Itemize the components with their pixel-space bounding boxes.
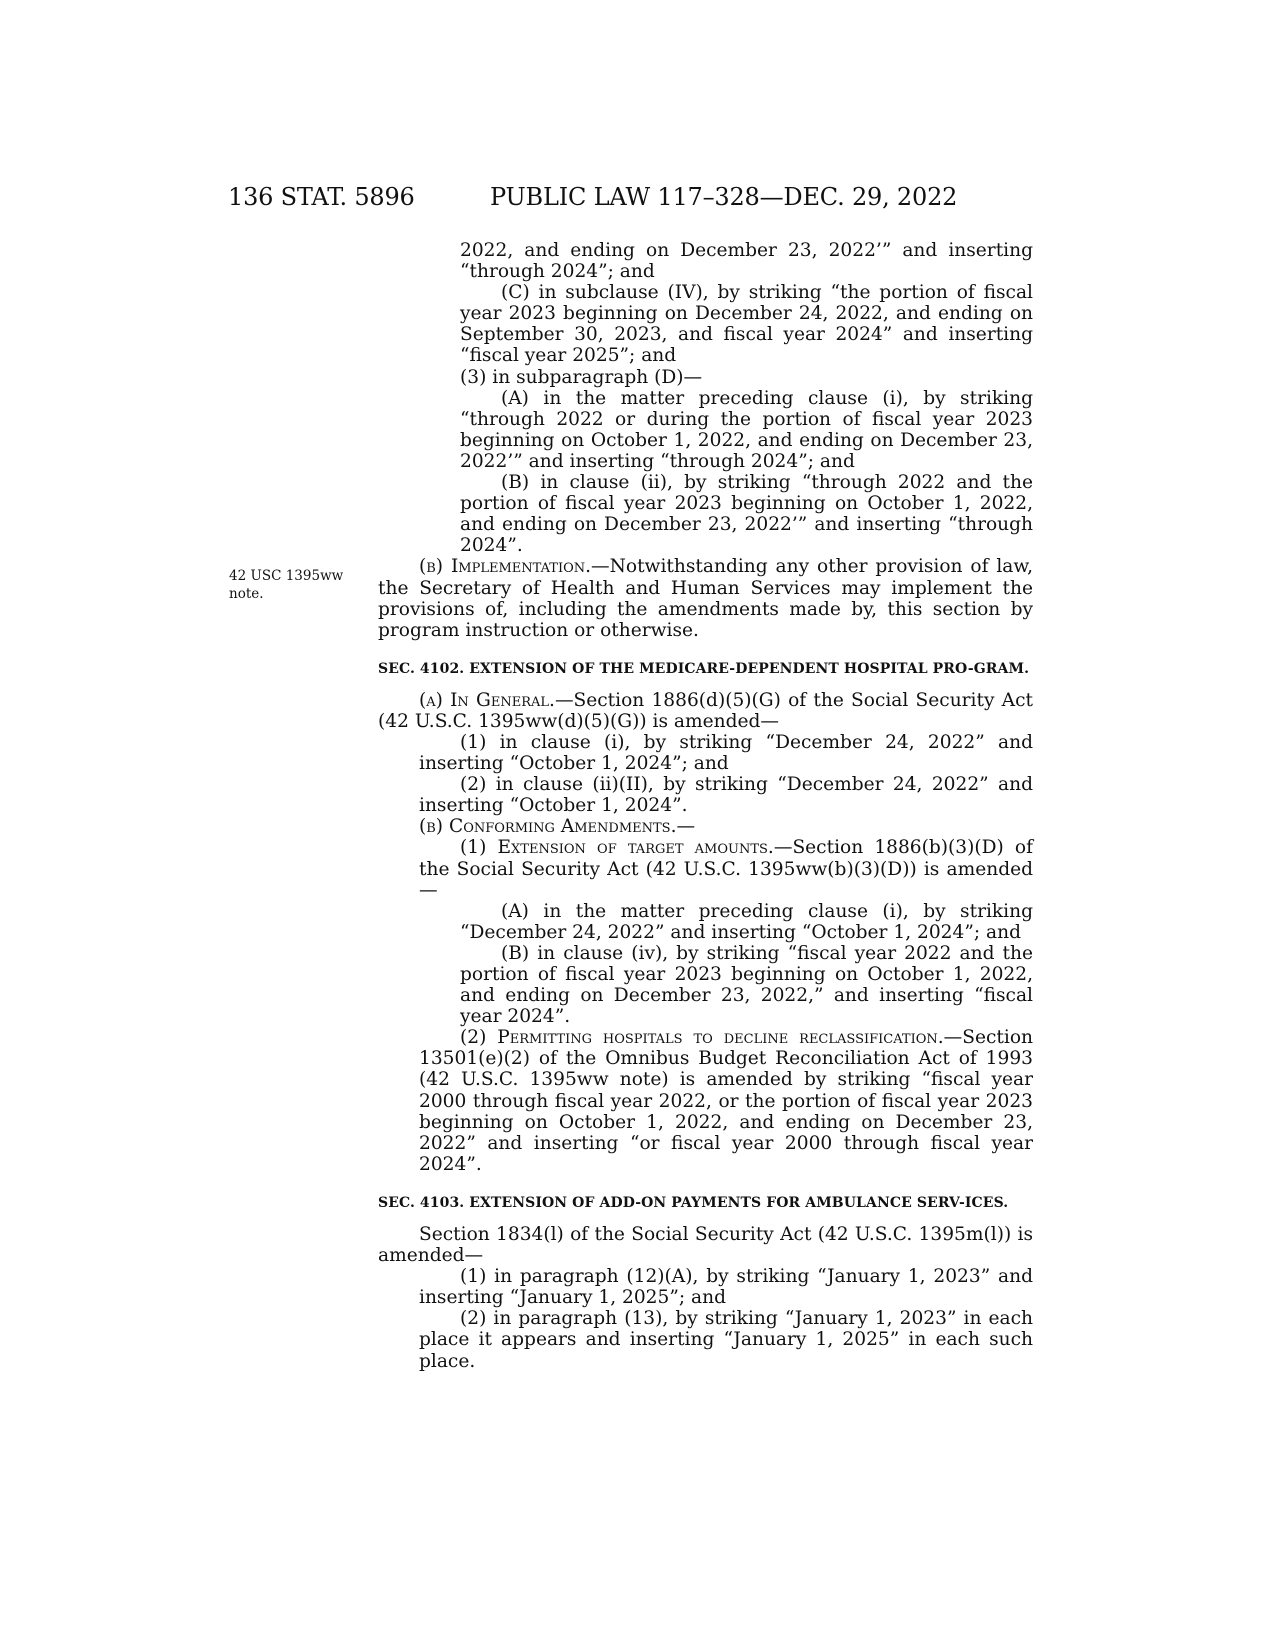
extension-target-amounts-text: —Section 1886(b)(3)(D) of the Social Security Act (42 U.S.C. 1395ww(b)(3)(D)) is amended— [419, 837, 1034, 901]
paragraph-permitting-hospitals [378, 1027, 1033, 1175]
paragraph-clause-a: (A) in the matter preceding clause (i), by striking “through 2022 or during the portion of fiscal year 2023 beginning on October 1, 2022, and ending on December 23, 2022’” and inserting “through 2024”; and [460, 387, 1033, 472]
margin-note-citation: 42 USC 1395ww [229, 568, 344, 584]
paragraph-subclause-c: (C) in subclause (IV), by striking “the portion of fiscal year 2023 beginning on December 24, 2022, and ending on September 30, 2023, and fiscal year 2024” and inserting “fiscal year 2025”; and [460, 282, 1033, 367]
paragraph-clause-2: (2) in clause (ii)(II), by striking “December 24, 2022” and inserting “October 1, 2024”. [419, 774, 1033, 817]
paragraph-target-clause-a: (A) in the matter preceding clause (i), by striking “December 24, 2022” and inserting “October 1, 2024”; and [460, 900, 1033, 943]
paragraph-ambulance-clause-1: (1) in paragraph (12)(A), by striking “January 1, 2023” and inserting “January 1, 2025”; and [419, 1266, 1033, 1309]
permitting-hospitals-heading: (2) Permitting hospitals to decline reclassification. [460, 1027, 944, 1049]
margin-note [229, 567, 359, 603]
paragraph-clause-b: (B) in clause (ii), by striking “through 2022 and the portion of fiscal year 2023 beginning on October 1, 2022, and ending on December 23, 2022’” and inserting “through 2024”. [460, 472, 1033, 557]
paragraph-target-clause-b: (B) in clause (iv), by striking “fiscal year 2022 and the portion of fiscal year 2023 beginning on October 1, 2022, and ending on December 23, 2022,” and inserting “fiscal year 2024”. [460, 942, 1033, 1028]
paragraph-clause-1: (1) in clause (i), by striking “December 24, 2022” and inserting “October 1, 2024”; and [419, 731, 1033, 775]
document-body [378, 240, 1033, 1372]
implementation-text: —Notwithstanding any other provision of law, the Secretary of Health and Human Services may implement the provisions of, including the amendments made by, this section by program instruction or otherwise. [378, 556, 1033, 641]
statute-page-reference: 136 STAT. 5896 [228, 183, 415, 211]
paragraph-section-1834: Section 1834(l) of the Social Security Act (42 U.S.C. 1395m(l)) is amended— [378, 1223, 1033, 1267]
section-4102-heading: SEC. 4102. EXTENSION OF THE MEDICARE-DEPENDENT HOSPITAL PRO-GRAM. [378, 660, 1030, 677]
section-4103-heading: SEC. 4103. EXTENSION OF ADD-ON PAYMENTS FOR AMBULANCE SERV-ICES. [378, 1194, 1009, 1211]
page-header [228, 183, 958, 213]
paragraph-conforming-amendments [378, 816, 1033, 837]
in-general-heading: (a) In General. [419, 689, 555, 711]
conforming-amendments-heading: (b) Conforming Amendments. [419, 816, 677, 838]
in-general-text: —Section 1886(d)(5)(G) of the Social Security Act (42 U.S.C. 1395ww(d)(5)(G)) is amended— [378, 689, 1033, 732]
paragraph-in-general [378, 690, 1033, 732]
paragraph-3-subparagraph-d: (3) in subparagraph (D)— [460, 366, 703, 388]
paragraph-implementation [378, 556, 1033, 640]
paragraph-extension-target-amounts [378, 837, 1033, 900]
margin-note-suffix: note. [229, 586, 264, 602]
permitting-hospitals-text: —Section 13501(e)(2) of the Omnibus Budget Reconciliation Act of 1993 (42 U.S.C. 1395ww note) is amended by striking “fiscal year 2000 through fiscal year 2022, or the portion of fiscal year 2023 beginning on October 1, 2022, and ending on December 23, 2022” and inserting “or fiscal year 2000 through fiscal year 2024”. [419, 1027, 1033, 1175]
extension-target-amounts-heading: (1) Extension of target amounts. [460, 837, 774, 859]
page-title: PUBLIC LAW 117–328—DEC. 29, 2022 [490, 183, 958, 211]
implementation-heading: (b) Implementation. [419, 556, 592, 578]
paragraph-continuation: 2022, and ending on December 23, 2022’” and inserting “through 2024”; and [460, 240, 1033, 283]
paragraph-ambulance-clause-2: (2) in paragraph (13), by striking “January 1, 2023” in each place it appears and inserting “January 1, 2025” in each such place. [419, 1308, 1033, 1372]
conforming-amendments-dash: — [676, 816, 696, 838]
